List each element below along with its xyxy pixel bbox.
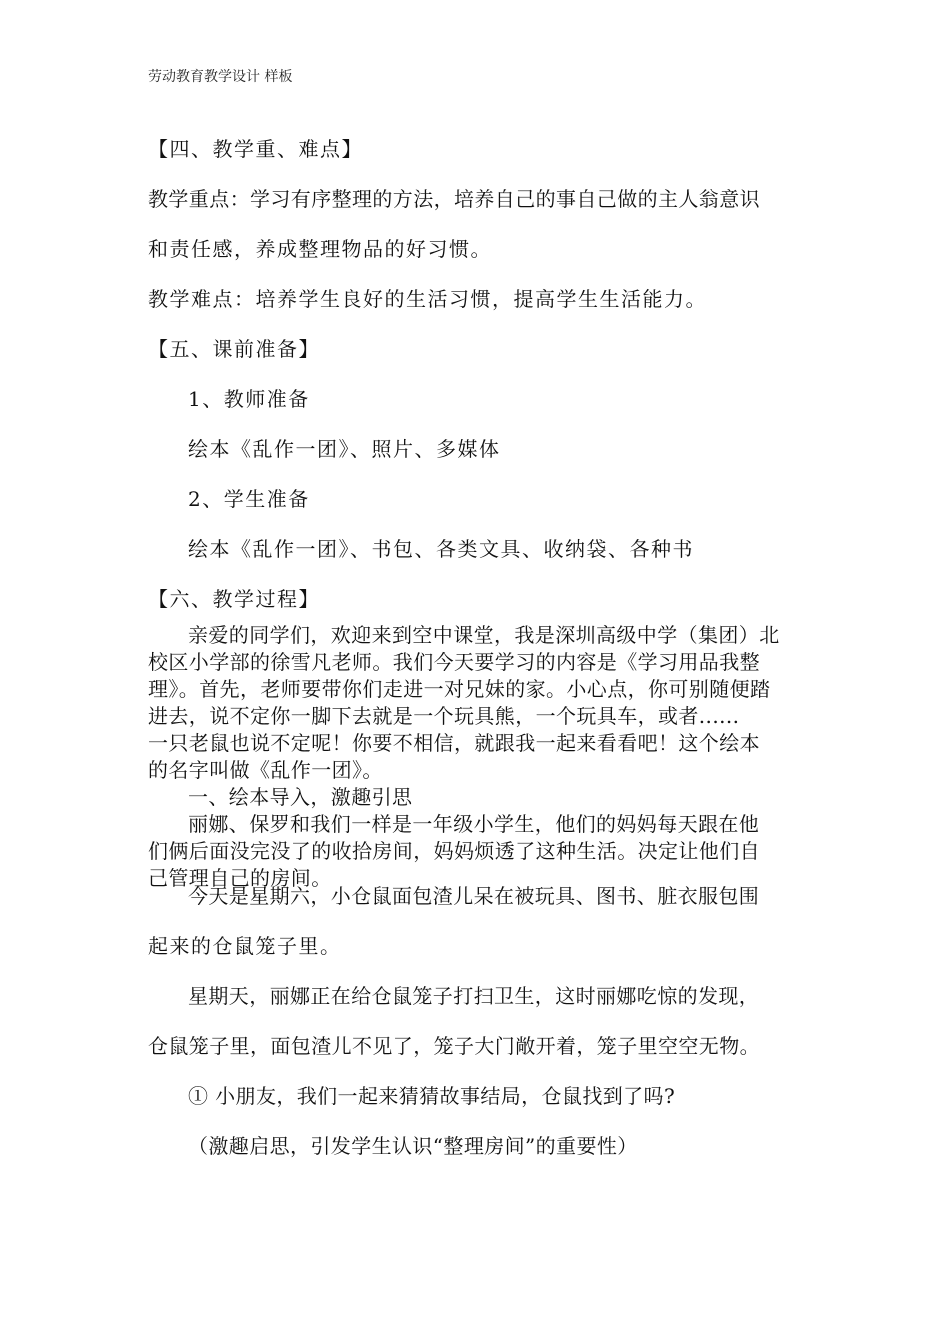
saturday-line-2: 起来的仓鼠笼子里。 xyxy=(148,934,342,958)
difficult-point: 教学难点：培养学生良好的生活习惯，提高学生生活能力。 xyxy=(148,287,707,311)
section-4-heading: 【四、教学重、难点】 xyxy=(148,137,363,161)
sunday-line-1: 星期天，丽娜正在给仓鼠笼子打扫卫生，这时丽娜吃惊的发现， xyxy=(188,984,760,1008)
saturday-line-1: 今天是星期六，小仓鼠面包渣儿呆在被玩具、图书、脏衣服包围 xyxy=(188,884,760,908)
student-prep-label: 2、学生准备 xyxy=(188,487,310,511)
intro-line: 亲爱的同学们，欢迎来到空中课堂，我是深圳高级中学（集团）北 xyxy=(188,623,780,647)
intro-line: 的名字叫做《乱作一团》。 xyxy=(148,758,383,782)
key-point-line-1: 教学重点：学习有序整理的方法，培养自己的事自己做的主人翁意识 xyxy=(148,187,760,211)
teacher-prep-label: 1、教师准备 xyxy=(188,387,310,411)
guess-question: ① 小朋友，我们一起来猜猜故事结局，仓鼠找到了吗? xyxy=(188,1084,676,1108)
intro-line: 校区小学部的徐雪凡老师。我们今天要学习的内容是《学习用品我整 xyxy=(148,650,760,674)
student-prep-items: 绘本《乱作一团》、书包、各类文具、收纳袋、各种书 xyxy=(188,537,694,561)
intro-line: 理》。首先，老师要带你们走进一对兄妹的家。小心点，你可别随便踏 xyxy=(148,677,771,701)
key-point-line-2: 和责任感，养成整理物品的好习惯。 xyxy=(148,237,492,261)
teacher-prep-items: 绘本《乱作一团》、照片、多媒体 xyxy=(188,437,501,461)
section-6-heading: 【六、教学过程】 xyxy=(148,587,320,611)
story-line: 丽娜、保罗和我们一样是一年级小学生，他们的妈妈每天跟在他 xyxy=(188,812,760,836)
page-header: 劳动教育教学设计 样板 xyxy=(148,69,293,85)
intro-line: 一只老鼠也说不定呢！你要不相信，就跟我一起来看看吧！这个绘本 xyxy=(148,731,760,755)
subheading: 一、绘本导入，激趣引思 xyxy=(188,785,413,809)
story-line: 们俩后面没完没了的收拾房间，妈妈烦透了这种生活。决定让他们自 xyxy=(148,839,760,863)
intro-line: 进去，说不定你一脚下去就是一个玩具熊，一个玩具车，或者...... xyxy=(148,704,740,728)
story-line: 己管理自己的房间。 xyxy=(148,866,332,890)
section-5-heading: 【五、课前准备】 xyxy=(148,337,320,361)
sunday-line-2: 仓鼠笼子里，面包渣儿不见了，笼子大门敞开着，笼子里空空无物。 xyxy=(148,1034,760,1058)
teaching-note: （激趣启思，引发学生认识“整理房间”的重要性） xyxy=(188,1134,638,1158)
